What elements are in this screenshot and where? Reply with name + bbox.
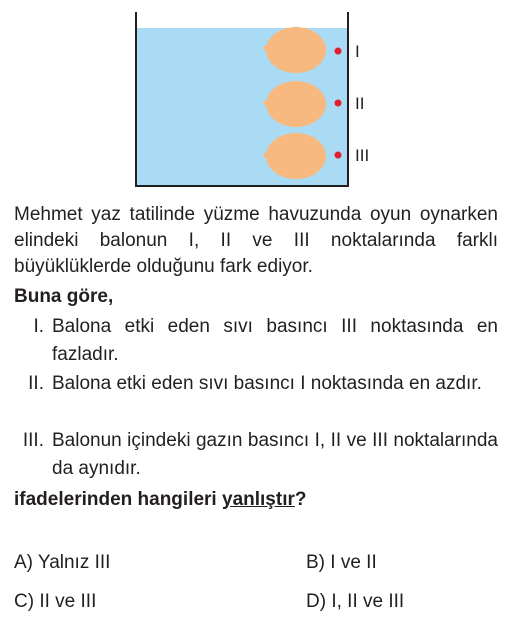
point-label-2: II — [355, 94, 365, 113]
point-label-1: I — [355, 42, 360, 61]
point-marker-3 — [335, 152, 342, 159]
statement-3 — [14, 427, 498, 483]
statement-number: II. — [28, 373, 44, 394]
statement-text: Balona etki eden sıvı basıncı III noktasında en fazladır. — [52, 316, 498, 365]
statement-text: Balona etki eden sıvı basıncı I noktasında en azdır. — [52, 373, 482, 394]
question-prompt-start: ifadelerinden hangileri — [14, 489, 222, 510]
option-c[interactable]: C) II ve III — [14, 591, 97, 612]
point-marker-1 — [335, 48, 342, 55]
pool-diagram — [0, 0, 515, 200]
point-label-3: III — [355, 146, 370, 165]
question-mark: ? — [294, 489, 307, 510]
question-keyword: yanlıştır — [222, 489, 295, 510]
statement-2 — [14, 370, 498, 398]
balloon — [266, 27, 326, 73]
question-intro: Mehmet yaz tatilinde yüzme havuzunda oyun oynarken elindeki balonun I, II ve III noktalarında farklı büyüklüklerde olduğunu fark ediyor. — [14, 204, 498, 277]
statement-number: III. — [22, 430, 44, 451]
statement-1 — [14, 313, 498, 369]
balloon — [266, 133, 326, 179]
question-lead: Buna göre, — [14, 286, 114, 307]
option-d[interactable]: D) I, II ve III — [306, 591, 405, 612]
pool-figure — [0, 0, 515, 200]
point-marker-2 — [335, 100, 342, 107]
option-a[interactable]: A) Yalnız III — [14, 552, 111, 573]
option-b[interactable]: B) I ve II — [306, 552, 377, 573]
statement-number: I. — [33, 316, 44, 337]
statement-text: Balonun içindeki gazın basıncı I, II ve III noktalarında da aynıdır. — [52, 430, 498, 479]
question-prompt — [14, 487, 306, 513]
balloon — [266, 81, 326, 127]
